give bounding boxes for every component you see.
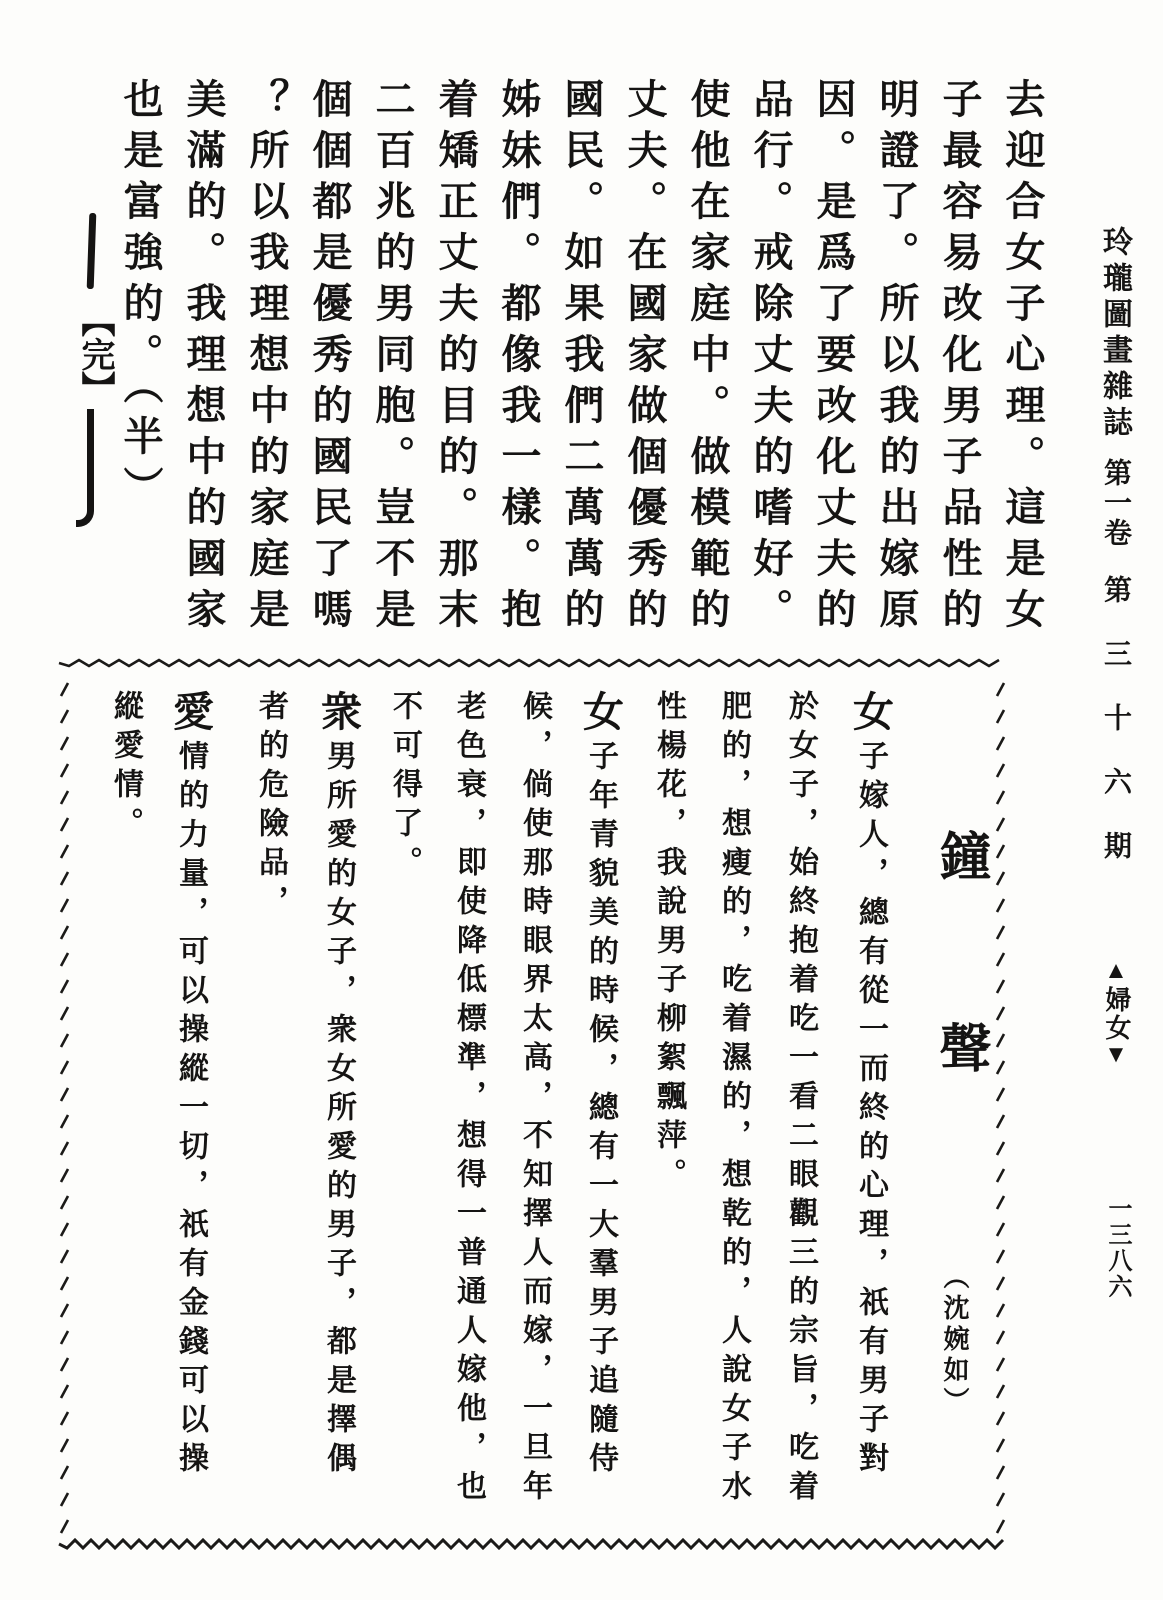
box-border-top bbox=[59, 660, 999, 666]
article-column: 因。是爲了要改化丈夫的 bbox=[811, 78, 856, 639]
column-text: 者的危險品， bbox=[254, 690, 287, 924]
end-dash-line bbox=[87, 213, 97, 289]
column-text: 性楊花，我說男子柳絮飄萍。 bbox=[652, 690, 685, 1197]
box-article-title: 鐘聲 bbox=[931, 829, 988, 1213]
column-text: 候，倘使那時眼界太高，不知擇人而嫁，一旦年 bbox=[518, 690, 551, 1509]
article-column: 子最容易改化男子品性的 bbox=[937, 78, 982, 639]
column-text: 情的力量，可以操縱一切，祇有金錢可以操 bbox=[174, 740, 207, 1481]
column-text: 子嫁人，總有從一而終的心理，祇有男子對 bbox=[854, 740, 887, 1481]
column-text: 肥的，想瘦的，吃着濕的，想乾的，人說女子水 bbox=[717, 690, 750, 1509]
paragraph-initial: 愛 bbox=[167, 690, 213, 740]
box-column bbox=[450, 690, 486, 1530]
box-border-left bbox=[61, 683, 68, 1533]
article-column: 國民。如果我們二萬萬的 bbox=[559, 78, 604, 639]
box-border-right bbox=[997, 683, 1004, 1533]
box-column bbox=[782, 690, 818, 1530]
box-column bbox=[107, 690, 143, 1530]
box-column bbox=[386, 690, 422, 1530]
volume-label: 第一卷 bbox=[1100, 458, 1131, 548]
boxed-article bbox=[55, 657, 1007, 1550]
box-column bbox=[650, 690, 686, 1530]
box-column bbox=[315, 690, 361, 1530]
box-column bbox=[167, 690, 213, 1530]
triangle-up-icon: ▲ bbox=[1103, 958, 1129, 986]
triangle-down-icon: ▼ bbox=[1103, 1042, 1129, 1070]
end-hook-line bbox=[76, 409, 94, 527]
section-label: 婦女 bbox=[1102, 986, 1131, 1042]
paragraph-initial: 衆 bbox=[315, 690, 361, 740]
article-column: ？所以我理想中的家庭是 bbox=[244, 78, 289, 639]
column-text: 縱愛情。 bbox=[109, 690, 142, 846]
issue-label: 第三十六期 bbox=[1100, 575, 1131, 895]
box-column bbox=[252, 690, 288, 1530]
box-column bbox=[516, 690, 552, 1530]
article-column: 二百兆的男同胞。豈不是 bbox=[370, 78, 415, 639]
magazine-title: 玲瓏圖畫雜誌 bbox=[1098, 226, 1131, 442]
article-column: 使他在家庭中。做模範的 bbox=[685, 78, 730, 639]
column-text: 男所愛的女子，衆女所愛的男子，都是擇偶 bbox=[322, 740, 355, 1481]
paragraph-initial: 女 bbox=[577, 690, 623, 740]
page-number: 一三八六 bbox=[1104, 1196, 1130, 1300]
article-column: 明證了。所以我的出嫁原 bbox=[874, 78, 919, 639]
end-mark-label: 【完】 bbox=[76, 303, 113, 405]
box-article-author: （沈婉如） bbox=[940, 1263, 969, 1418]
column-text: 於女子，始終抱着吃一看二眼觀三的宗旨，吃着 bbox=[784, 690, 817, 1509]
article-column: 個個都是優秀的國民了嗎 bbox=[307, 78, 352, 639]
article-column: 也是富強的。（半） bbox=[118, 78, 163, 517]
box-border-bottom bbox=[59, 1540, 1003, 1548]
article-column: 姊妹們。都像我一樣。抱 bbox=[496, 78, 541, 639]
column-text: 子年青貌美的時候，總有一大羣男子追隨侍 bbox=[584, 740, 617, 1481]
box-column bbox=[577, 690, 623, 1530]
article-column: 去迎合女子心理。這是女 bbox=[1000, 78, 1045, 639]
box-column bbox=[847, 690, 893, 1530]
column-text: 老色衰，即使降低標準，想得一普通人嫁他，也 bbox=[452, 690, 485, 1509]
section-badge bbox=[1098, 958, 1134, 1070]
article-column: 美滿的。我理想中的國家 bbox=[181, 78, 226, 639]
article-column: 丈夫。在國家做個優秀的 bbox=[622, 78, 667, 639]
article-column: 品行。戒除丈夫的嗜好。 bbox=[748, 78, 793, 639]
paragraph-initial: 女 bbox=[847, 690, 893, 740]
column-text: 不可得了。 bbox=[388, 690, 421, 885]
article-column: 着矯正丈夫的目的。那末 bbox=[433, 78, 478, 639]
box-column bbox=[715, 690, 751, 1530]
